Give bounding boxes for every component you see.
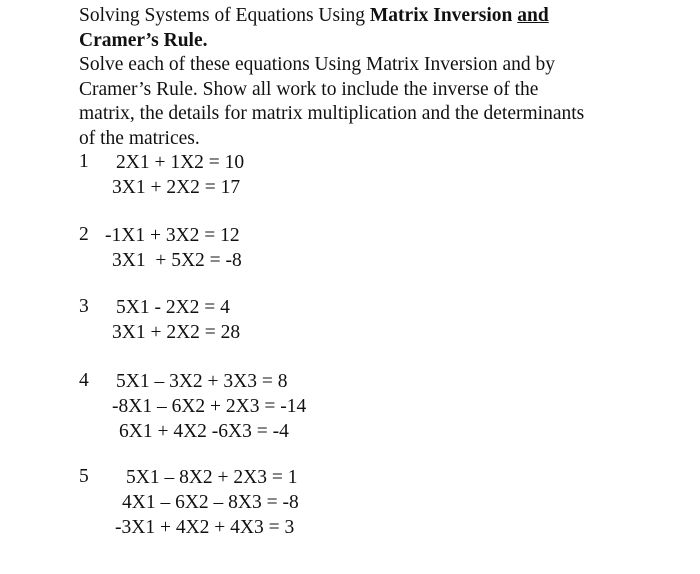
- equation: 5X1 - 2X2 = 4: [116, 297, 230, 318]
- title-prefix: Solving Systems of Equations Using: [79, 5, 370, 26]
- title-underlined-part: and: [517, 5, 549, 26]
- equation: 2X1 + 1X2 = 10: [116, 152, 245, 173]
- equation: 3X1 + 2X2 = 28: [112, 322, 241, 343]
- instructions: [79, 53, 679, 151]
- equation: 5X1 – 8X2 + 2X3 = 1: [126, 467, 298, 488]
- equation: -1X1 + 3X2 = 12: [105, 225, 240, 246]
- problem-number: 5: [79, 466, 89, 487]
- problem-number: 3: [79, 296, 89, 317]
- equation: 5X1 – 3X2 + 3X3 = 8: [116, 371, 288, 392]
- title: [79, 4, 679, 53]
- equation: -8X1 – 6X2 + 2X3 = -14: [112, 396, 307, 417]
- instruction-line: Solve each of these equations Using Matrix Inversion and by: [79, 54, 556, 75]
- instruction-line: Cramer’s Rule. Show all work to include the inverse of the: [79, 78, 539, 100]
- equation: 4X1 – 6X2 – 8X3 = -8: [122, 492, 299, 513]
- equation: 3X1 + 5X2 = -8: [112, 250, 242, 271]
- title-line2: Cramer’s Rule.: [79, 29, 208, 51]
- instruction-line: of the matrices.: [79, 127, 200, 149]
- document: [79, 4, 679, 151]
- equation: 6X1 + 4X2 -6X3 = -4: [119, 421, 289, 442]
- title-bold-part: Matrix Inversion: [369, 5, 518, 26]
- problem-number: 2: [79, 224, 89, 245]
- problem-number: 1: [79, 151, 89, 172]
- problem-number: 4: [79, 370, 89, 391]
- equation: -3X1 + 4X2 + 4X3 = 3: [115, 517, 295, 538]
- equation: 3X1 + 2X2 = 17: [112, 177, 241, 198]
- instruction-line: matrix, the details for matrix multiplication and the determinants: [79, 103, 585, 124]
